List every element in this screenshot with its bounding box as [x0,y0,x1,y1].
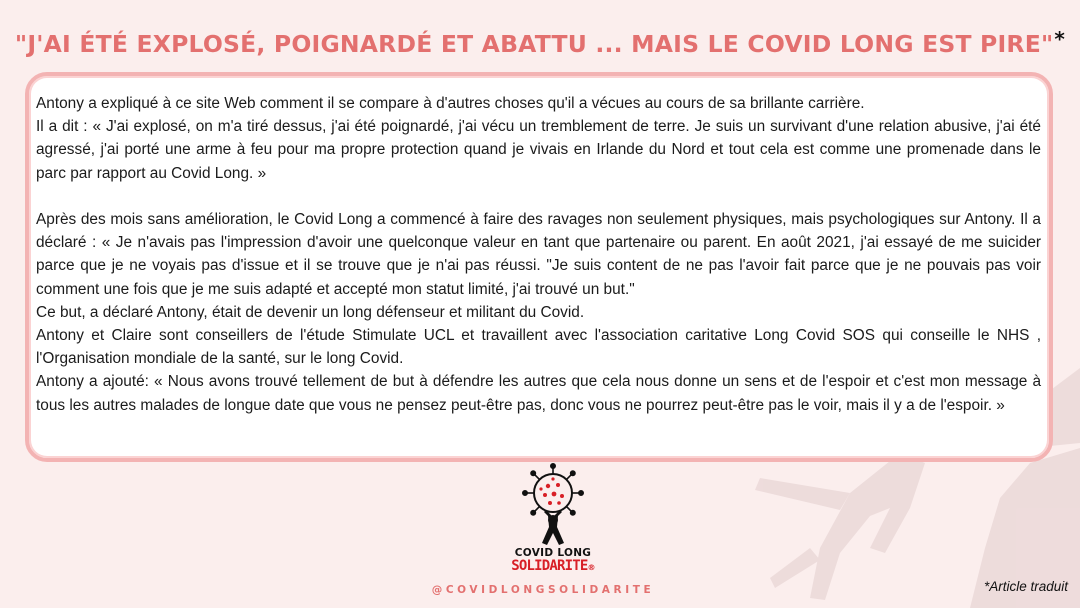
article-card [25,72,1053,462]
title-asterisk: * [1054,27,1066,51]
article-paragraph: Antony a ajouté: « Nous avons trouvé tellement de but à défendre les autres que cela nous donne un sens et de l'espoir et c'est mon message à tous les autres malades de longue date que vous ne pensez peut-être pas, donc vous ne pourrez peut-être pas le voir, mais il y a de l'espoir. » [36,373,1041,414]
article-paragraph: Après des mois sans amélioration, le Covid Long a commencé à faire des ravages non seulement physiques, mais psychologiques sur Antony. Il a déclaré : « Je n'avais pas l'impression d'avoir une quelconque valeur en tant que partenaire ou parent. En août 2021, j'ai essayé de me suicider parce que je ne voyais pas d'issue et il se trouve que je n'ai pas réussi. "Je suis content de ne pas l'avoir fait parce que je ne pouvais pas voir comment une fois que je me suis adapté et accepté mon statut limité, j'ai trouvé un but." [36,211,1041,298]
article-body [36,92,1041,417]
article-paragraph: Antony et Claire sont conseillers de l'étude Stimulate UCL et travaillent avec l'association caritative Long Covid SOS qui conseille le NHS , l'Organisation mondiale de la santé, sur le long Covid. [36,327,1041,368]
article-paragraph: Antony a expliqué à ce site Web comment il se compare à d'autres choses qu'il a vécues au cours de sa brillante carrière. [36,95,865,112]
article-paragraph: Il a dit : « J'ai explosé, on m'a tiré dessus, j'ai été poignardé, j'ai vécu un tremblement de terre. Je suis un survivant d'une relation abusive, j'ai été agressé, j'ai porté une arme à feu pour ma propre protection quand je vivais en Irlande du Nord et tout cela est comme une promenade dans le parc par rapport au Covid Long. » [36,118,1041,182]
registered-mark: ® [587,563,595,572]
brand-name-line1: COVID LONG [514,547,592,559]
title-text: "J'AI ÉTÉ EXPLOSÉ, POIGNARDÉ ET ABATTU ... MAIS LE COVID LONG EST PIRE" [14,30,1054,58]
brand-name-text: SOLIDARITE [511,558,588,574]
article-paragraph: Ce but, a déclaré Antony, était de devenir un long défenseur et militant du Covid. [36,303,585,321]
brand-name-line2 [500,558,606,574]
paragraph-gap [36,185,1041,208]
page-title [0,27,1080,58]
virus-atlas-figure-icon [518,463,588,547]
translation-note: *Article traduit [983,579,1068,594]
social-handle: @COVIDLONGSOLIDARITE [431,584,655,596]
